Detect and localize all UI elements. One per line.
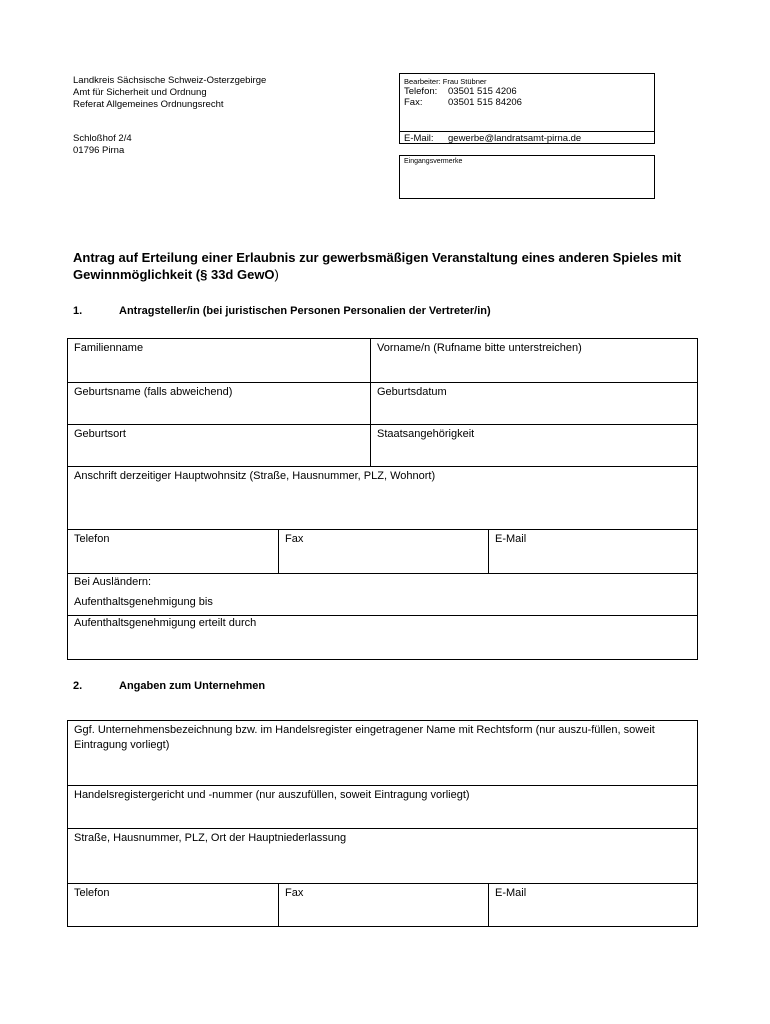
receipt-stamp-box[interactable]: [399, 155, 655, 199]
section-title: Angaben zum Unternehmen: [119, 680, 266, 692]
fax-value: 03501 515 84206: [448, 97, 522, 108]
sender-street-city: [73, 133, 132, 157]
table-row: [68, 615, 697, 659]
email-field[interactable]: [488, 530, 697, 573]
staatsangehoerigkeit-field[interactable]: [370, 425, 697, 466]
geburtsname-field[interactable]: [68, 383, 370, 424]
table-row: [68, 339, 697, 382]
table-row: [68, 883, 697, 926]
field-label: Vorname/n (Rufname bitte unterstreichen): [377, 342, 582, 354]
field-label: Anschrift derzeitiger Hauptwohnsitz (Straße, Hausnummer, PLZ, Wohnort): [74, 470, 436, 482]
geburtsdatum-field[interactable]: [370, 383, 697, 424]
phone-label: Telefon:: [404, 86, 438, 97]
hauptniederlassung-field[interactable]: [68, 829, 697, 883]
section-number: 1.: [73, 305, 83, 317]
table-row: [68, 529, 697, 573]
field-label: Familienname: [74, 342, 144, 354]
contact-fax: [404, 97, 522, 108]
field-label: Aufenthaltsgenehmigung erteilt durch: [74, 617, 257, 629]
aufenthalt-durch-field[interactable]: [68, 616, 697, 659]
sender-line: Referat Allgemeines Ordnungsrecht: [73, 99, 224, 110]
section-title: Antragsteller/in (bei juristischen Personen Personalien der Vertreter/in): [119, 305, 491, 317]
receipt-label: Eingangsvermerke: [404, 158, 463, 165]
email-value: gewerbe@landratsamt-pirna.de: [448, 133, 582, 144]
table-row: [68, 785, 697, 828]
field-label: Geburtsort: [74, 428, 126, 440]
familienname-field[interactable]: [68, 339, 370, 382]
contact-box: [399, 73, 655, 144]
phone-value: 03501 515 4206: [448, 86, 517, 97]
sender-city: 01796 Pirna: [73, 145, 125, 156]
telefon-field[interactable]: [68, 530, 278, 573]
field-label: Handelsregistergericht und -nummer (nur auszufüllen, soweit Eintragung vorliegt): [74, 789, 470, 801]
vorname-field[interactable]: [370, 339, 697, 382]
field-label: Aufenthaltsgenehmigung bis: [74, 596, 213, 608]
company-telefon-field[interactable]: [68, 884, 278, 926]
field-label: Straße, Hausnummer, PLZ, Ort der Hauptniederlassung: [74, 832, 347, 844]
section-number: 2.: [73, 680, 83, 692]
field-label: E-Mail: [495, 887, 527, 899]
contact-phone: [404, 86, 517, 97]
section-1-heading: [73, 305, 491, 317]
contact-divider: [400, 131, 654, 132]
form-title-main: Antrag auf Erteilung einer Erlaubnis zur gewerbsmäßigen Veranstaltung eines anderen Spieles mit Gewinnmöglichkeit (§ 33d GewO: [73, 250, 682, 282]
applicant-table: [67, 338, 698, 660]
field-label: Staatsangehörigkeit: [377, 428, 475, 440]
sender-line: Landkreis Sächsische Schweiz-Osterzgebirge: [73, 75, 267, 86]
field-label: Fax: [285, 533, 304, 545]
email-label: E-Mail:: [404, 133, 434, 144]
sender-address: [73, 75, 266, 111]
bearbeiter: Bearbeiter: Frau Stübner: [404, 77, 487, 86]
field-label: Bei Ausländern:: [74, 576, 152, 588]
sender-street: Schloßhof 2/4: [73, 133, 132, 144]
field-label: Telefon: [74, 887, 110, 899]
form-title-close: ): [274, 267, 279, 282]
unternehmensbezeichnung-field[interactable]: [68, 721, 697, 785]
field-label: E-Mail: [495, 533, 527, 545]
table-row: [68, 573, 697, 615]
aufenthalt-bis-field[interactable]: [68, 574, 697, 615]
field-label: Geburtsname (falls abweichend): [74, 386, 233, 398]
table-row: [68, 721, 697, 785]
form-title: [73, 249, 693, 283]
handelsregister-field[interactable]: [68, 786, 697, 828]
table-row: [68, 382, 697, 424]
company-fax-field[interactable]: [278, 884, 488, 926]
sender-line: Amt für Sicherheit und Ordnung: [73, 87, 207, 98]
fax-label: Fax:: [404, 97, 423, 108]
table-row: [68, 466, 697, 529]
anschrift-field[interactable]: [68, 467, 697, 529]
field-label: Telefon: [74, 533, 110, 545]
geburtsort-field[interactable]: [68, 425, 370, 466]
field-label: Fax: [285, 887, 304, 899]
company-table: [67, 720, 698, 927]
field-label: Geburtsdatum: [377, 386, 447, 398]
company-email-field[interactable]: [488, 884, 697, 926]
table-row: [68, 424, 697, 466]
contact-email: [404, 133, 581, 144]
section-2-heading: [73, 680, 265, 692]
table-row: [68, 828, 697, 883]
fax-field[interactable]: [278, 530, 488, 573]
field-label: Ggf. Unternehmensbezeichnung bzw. im Handelsregister eingetragener Name mit Rechtsform (nur auszu-füllen, soweit Eintragung vorliegt): [74, 724, 655, 751]
